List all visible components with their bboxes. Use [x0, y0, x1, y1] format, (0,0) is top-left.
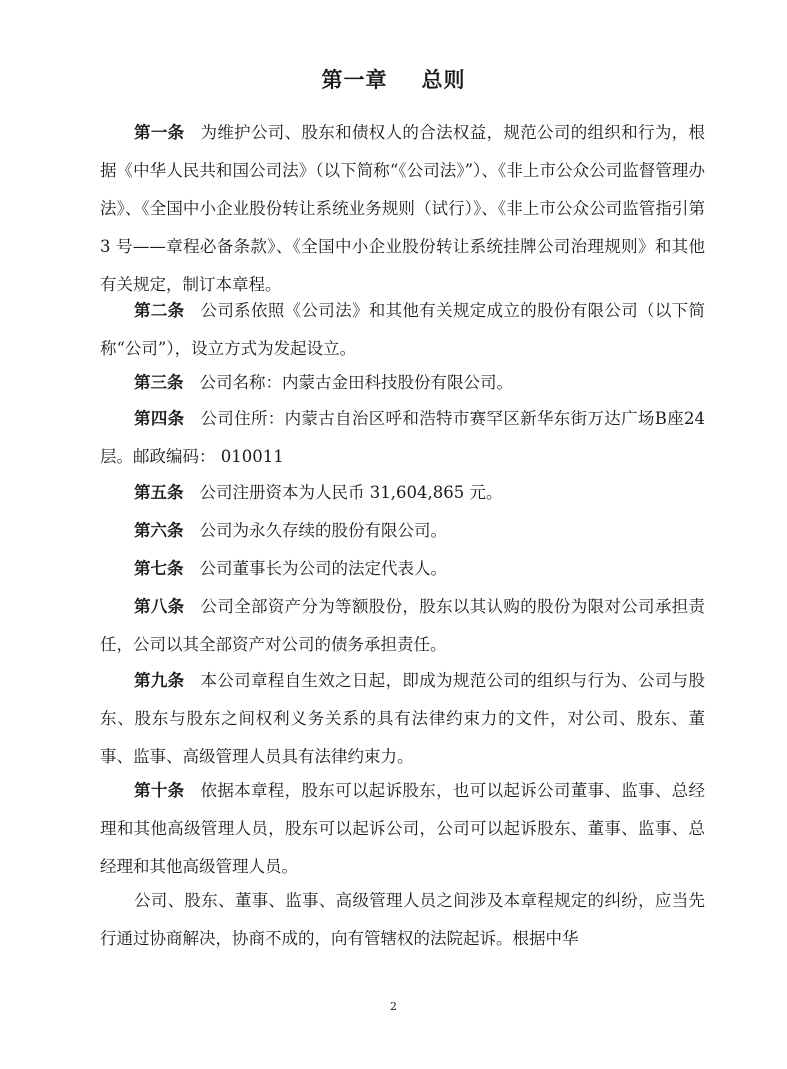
article-text: 依据本章程，股东可以起诉股东，也可以起诉公司董事、监事、总经理和其他高级管理人员，股东可以起诉公司，公司可以起诉股东、董事、监事、总经理和其他高级管理人员。: [100, 781, 705, 876]
article-8: [100, 588, 705, 664]
article-label: 第二条: [134, 301, 185, 320]
article-label: 第五条: [134, 483, 184, 502]
article-label: 第四条: [134, 409, 185, 428]
article-10: [100, 772, 705, 886]
article-text: 公司为永久存续的股份有限公司。: [199, 521, 447, 540]
article-text: 本公司章程自生效之日起，即成为规范公司的组织与行为、公司与股东、股东与股东之间权利义务关系的具有法律约束力的文件，对公司、股东、董事、监事、高级管理人员具有法律约束力。: [100, 671, 705, 766]
article-6: [100, 512, 705, 550]
article-label: 第八条: [134, 597, 185, 616]
article-label: 第七条: [134, 559, 184, 578]
chapter-title: [0, 64, 787, 94]
article-text: 公司名称：内蒙古金田科技股份有限公司。: [199, 373, 513, 392]
article-5: [100, 474, 705, 512]
chapter-name: 总则: [421, 68, 466, 92]
article-label: 第十条: [134, 781, 185, 800]
article-label: 第三条: [134, 373, 184, 392]
article-label: 第一条: [134, 123, 185, 142]
article-text: 公司全部资产分为等额股份，股东以其认购的股份为限对公司承担责任，公司以其全部资产对公司的债务承担责任。: [100, 597, 705, 654]
article-3: [100, 364, 705, 402]
article-4: [100, 400, 705, 476]
article-text: 公司住所：内蒙古自治区呼和浩特市赛罕区新华东街万达广场B座24层。邮政编码： 010011: [100, 409, 706, 466]
page-number: 2: [390, 1000, 397, 1013]
article-label: 第六条: [134, 521, 184, 540]
article-1: [100, 114, 705, 304]
article-label: 第九条: [134, 671, 185, 690]
article-text: 为维护公司、股东和债权人的合法权益，规范公司的组织和行为，根据《中华人民共和国公司法》（以下简称“《公司法》”）、《非上市公众公司监督管理办法》、《全国中小企业股份转让系统业务规则（试行）》、《非上市公众公司监管指引第 3 号——章程必备条款》、《全国中小企业股份转让系统挂牌公司治理规则》和其他有关规定，制订本章程。: [100, 123, 705, 294]
article-text: 公司系依照《公司法》和其他有关规定成立的股份有限公司（以下简称“公司”），设立方式为发起设立。: [100, 301, 705, 358]
article-2: [100, 292, 705, 368]
article-text: 公司注册资本为人民币 31,604,865 元。: [199, 483, 503, 502]
chapter-number: 第一章: [321, 68, 388, 92]
article-9: [100, 662, 705, 776]
article-7: [100, 550, 705, 588]
trailing-paragraph: 公司、股东、董事、监事、高级管理人员之间涉及本章程规定的纠纷，应当先行通过协商解决，协商不成的，向有管辖权的法院起诉。根据中华: [100, 891, 705, 948]
article-text: 公司董事长为公司的法定代表人。: [199, 559, 447, 578]
